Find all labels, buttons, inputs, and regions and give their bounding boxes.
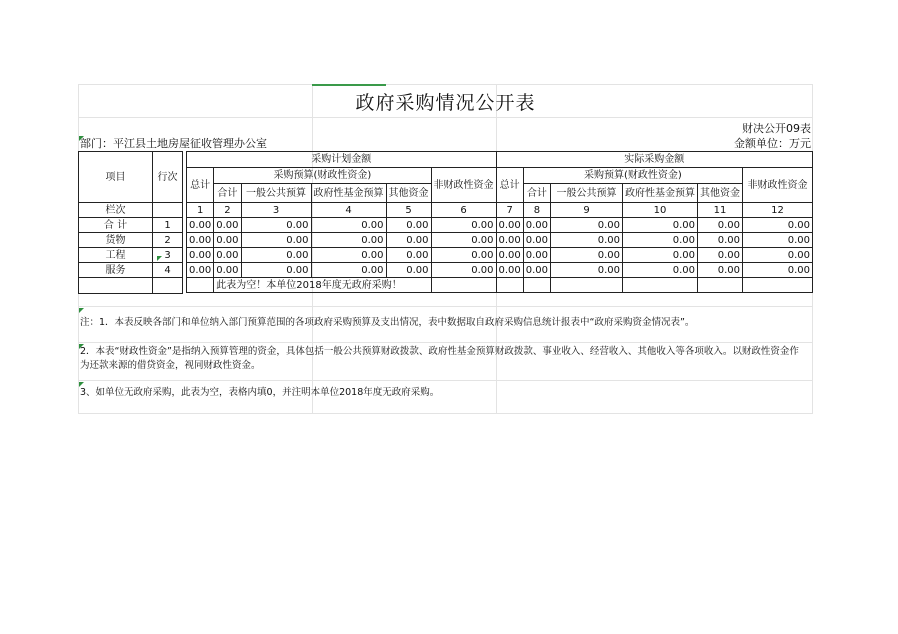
cell-comment-marker (79, 308, 84, 313)
row-label-services: 服务 (79, 263, 153, 278)
value-cell: 0.00 (551, 263, 623, 278)
value-cell: 0.00 (698, 263, 743, 278)
column-index-cell: 8 (523, 203, 550, 218)
value-cell: 0.00 (743, 218, 813, 233)
column-index-cell: 4 (311, 203, 386, 218)
value-cell: 0.00 (551, 248, 623, 263)
gridline (78, 342, 813, 343)
amount-unit: 金额单位：万元 (734, 137, 811, 150)
value-cell: 0.00 (214, 263, 241, 278)
column-index-cell: 10 (623, 203, 698, 218)
value-cell: 0.00 (698, 248, 743, 263)
value-cell: 0.00 (187, 233, 214, 248)
value-cell: 0.00 (698, 218, 743, 233)
department-label: 部门：平江县土地房屋征收管理办公室 (80, 137, 267, 150)
actual-subtotal-header: 合计 (523, 184, 550, 203)
gridline (78, 84, 813, 85)
value-cell: 0.00 (214, 233, 241, 248)
note-3: 3、如单位无政府采购，此表为空，表格内填0，并注明本单位2018年度无政府采购。 (80, 387, 440, 398)
value-cell: 0.00 (743, 263, 813, 278)
value-cell: 0.00 (743, 248, 813, 263)
row-number: 3 (153, 248, 183, 263)
column-index-cell: 6 (431, 203, 496, 218)
value-cell: 0.00 (623, 263, 698, 278)
plan-other-funds-header: 其他资金 (386, 184, 431, 203)
value-cell: 0.00 (386, 233, 431, 248)
procurement-table (186, 151, 813, 293)
gridline (78, 306, 813, 307)
actual-general-budget-header: 一般公共预算 (551, 184, 623, 203)
gridline (78, 413, 813, 414)
page-title: 政府采购情况公开表 (355, 92, 536, 114)
value-cell: 0.00 (743, 233, 813, 248)
actual-budget-header: 采购预算(财政性资金) (523, 168, 742, 184)
value-cell: 0.00 (241, 233, 311, 248)
column-index-cell: 7 (496, 203, 523, 218)
column-index-cell: 3 (241, 203, 311, 218)
table-row (187, 263, 813, 278)
column-index-cell: 11 (698, 203, 743, 218)
actual-gov-fund-header: 政府性基金预算 (623, 184, 698, 203)
value-cell: 0.00 (496, 218, 523, 233)
value-cell: 0.00 (431, 248, 496, 263)
row-label-table (78, 151, 183, 294)
plan-general-budget-header: 一般公共预算 (241, 184, 311, 203)
project-header: 项目 (79, 152, 153, 203)
value-cell: 0.00 (698, 233, 743, 248)
row-number: 2 (153, 233, 183, 248)
value-cell: 0.00 (523, 263, 550, 278)
table-row (187, 233, 813, 248)
gridline (78, 117, 813, 118)
value-cell: 0.00 (523, 248, 550, 263)
value-cell: 0.00 (311, 248, 386, 263)
column-index-cell: 1 (187, 203, 214, 218)
table-row (187, 218, 813, 233)
value-cell: 0.00 (241, 263, 311, 278)
row-label-works: 工程 (79, 248, 153, 263)
value-cell: 0.00 (623, 248, 698, 263)
plan-amount-header: 采购计划金额 (187, 152, 497, 168)
row-label-goods: 货物 (79, 233, 153, 248)
row-number-header: 行次 (153, 152, 183, 203)
plan-total-header: 总计 (187, 168, 214, 203)
row-number: 1 (153, 218, 183, 233)
cell-selection-indicator (312, 84, 386, 86)
plan-budget-header: 采购预算(财政性资金) (214, 168, 431, 184)
value-cell: 0.00 (187, 248, 214, 263)
value-cell: 0.00 (214, 218, 241, 233)
column-index-cell: 9 (551, 203, 623, 218)
value-cell: 0.00 (496, 248, 523, 263)
gridline (78, 380, 813, 381)
value-cell: 0.00 (311, 263, 386, 278)
plan-non-fiscal-header: 非财政性资金 (431, 168, 496, 203)
value-cell: 0.00 (551, 233, 623, 248)
plan-subtotal-header: 合计 (214, 184, 241, 203)
plan-gov-fund-header: 政府性基金预算 (311, 184, 386, 203)
actual-non-fiscal-header: 非财政性资金 (743, 168, 813, 203)
value-cell: 0.00 (623, 218, 698, 233)
column-index-row (187, 203, 813, 218)
actual-amount-header: 实际采购金额 (496, 152, 813, 168)
value-cell: 0.00 (431, 233, 496, 248)
value-cell: 0.00 (431, 218, 496, 233)
value-cell: 0.00 (386, 218, 431, 233)
form-number: 财决公开09表 (742, 122, 811, 135)
column-index-cell: 5 (386, 203, 431, 218)
note-1: 注：1．本表反映各部门和单位纳入部门预算范围的各项政府采购预算及支出情况，表中数据取自政府采购信息统计报表中“政府采购资金情况表”。 (80, 317, 695, 328)
value-cell: 0.00 (187, 263, 214, 278)
row-label-total: 合 计 (79, 218, 153, 233)
column-index-label: 栏次 (79, 203, 153, 218)
value-cell: 0.00 (241, 248, 311, 263)
empty-table-note: 此表为空！本单位2018年度无政府采购！ (214, 278, 431, 293)
column-index-cell: 2 (214, 203, 241, 218)
value-cell: 0.00 (623, 233, 698, 248)
value-cell: 0.00 (386, 248, 431, 263)
value-cell: 0.00 (523, 218, 550, 233)
value-cell: 0.00 (311, 218, 386, 233)
value-cell: 0.00 (187, 218, 214, 233)
actual-other-funds-header: 其他资金 (698, 184, 743, 203)
value-cell: 0.00 (523, 233, 550, 248)
value-cell: 0.00 (496, 233, 523, 248)
value-cell: 0.00 (551, 218, 623, 233)
value-cell: 0.00 (431, 263, 496, 278)
spreadsheet-sheet (78, 84, 813, 414)
column-index-cell: 12 (743, 203, 813, 218)
row-number: 4 (153, 263, 183, 278)
note-2: 2．本表“财政性资金”是指纳入预算管理的资金，具体包括一般公共预算财政拨款、政府性基金预算财政拨款、事业收入、经营收入、其他收入等各项收入。以财政性资金作为还款来源的借贷资金，视同财政性资金。 (80, 346, 799, 371)
value-cell: 0.00 (496, 263, 523, 278)
value-cell: 0.00 (311, 233, 386, 248)
value-cell: 0.00 (386, 263, 431, 278)
actual-total-header: 总计 (496, 168, 523, 203)
table-row (187, 248, 813, 263)
value-cell: 0.00 (241, 218, 311, 233)
value-cell: 0.00 (214, 248, 241, 263)
